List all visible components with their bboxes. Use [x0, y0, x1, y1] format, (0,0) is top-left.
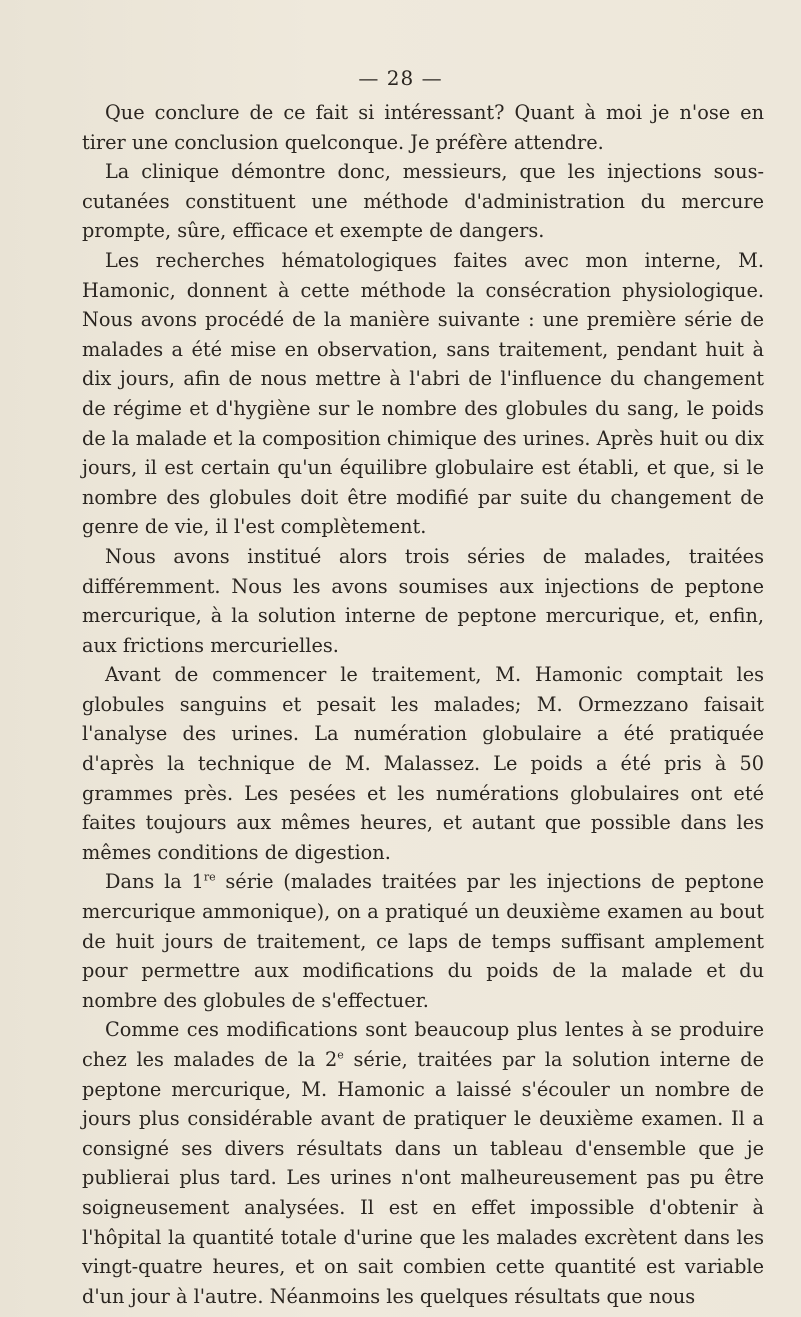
paragraph-7: Comme ces modifications sont beaucoup plus lentes à se produire chez les malades de la 2e série, traitées par la solution interne de peptone mercurique, M. Hamonic a laissé s'écouler un nombre de jours plus considérable avant de pratiquer le deuxième examen. Il a consigné ses divers résultats dans un tableau d'ensemble que je publierai plus tard. Les urines n'ont malheureusement pas pu être soigneusement analysées. Il est en effet impossible d'obtenir à l'hôpital la quantité totale d'urine que les malades excrètent dans les vingt-quatre heures, et on sait combien cette quantité est variable d'un jour à l'autre. Néanmoins les quelques résultats que nous	[82, 1018, 764, 1308]
body-text	[82, 98, 764, 1311]
paragraph-6: Dans la 1re série (malades traitées par les injections de peptone mercurique ammonique), on a pratiqué un deuxième examen au bout de huit jours de traitement, ce laps de temps suffisant amplement pour permettre aux modifications du poids de la malade et du nombre des globules de s'effectuer.	[82, 870, 764, 1012]
ordinal-superscript: re	[203, 871, 216, 885]
page-number: — 28 —	[358, 66, 443, 90]
paragraph-3: Les recherches hématologiques faites avec mon interne, M. Hamonic, donnent à cette méthode la consécration physiologique. Nous avons procédé de la manière suivante : une première série de malades a été mise en observation, sans traitement, pendant huit à dix jours, afin de nous mettre à l'abri de l'influence du changement de régime et d'hygiène sur le nombre des globules du sang, le poids de la malade et la composition chimique des urines. Après huit ou dix jours, il est certain qu'un équilibre globulaire est établi, et que, si le nombre des globules doit être modifié par suite du changement de genre de vie, il l'est complètement.	[82, 248, 764, 539]
paragraph-1: Que conclure de ce fait si intéressant? Quant à moi je n'ose en tirer une conclusion quelconque. Je préfère attendre.	[82, 101, 764, 154]
ordinal-superscript: e	[337, 1048, 344, 1062]
paragraph-2: La clinique démontre donc, messieurs, que les injections sous-cutanées constituent une méthode d'administration du mercure prompte, sûre, efficace et exempte de dangers.	[82, 160, 764, 243]
paragraph-5: Avant de commencer le traitement, M. Hamonic comptait les globules sanguins et pesait les malades; M. Ormezzano faisait l'analyse des urines. La numération globulaire a été pratiquée d'après la technique de M. Malassez. Le poids a été pris à 50 grammes près. Les pesées et les numérations globulaires ont eté faites toujours aux mêmes heures, et autant que possible dans les mêmes conditions de digestion.	[82, 663, 764, 864]
paragraph-4: Nous avons institué alors trois séries de malades, traitées différemment. Nous les avons soumises aux injections de peptone mercurique, à la solution interne de peptone mercurique, et, enfin, aux frictions mercurielles.	[82, 544, 764, 657]
